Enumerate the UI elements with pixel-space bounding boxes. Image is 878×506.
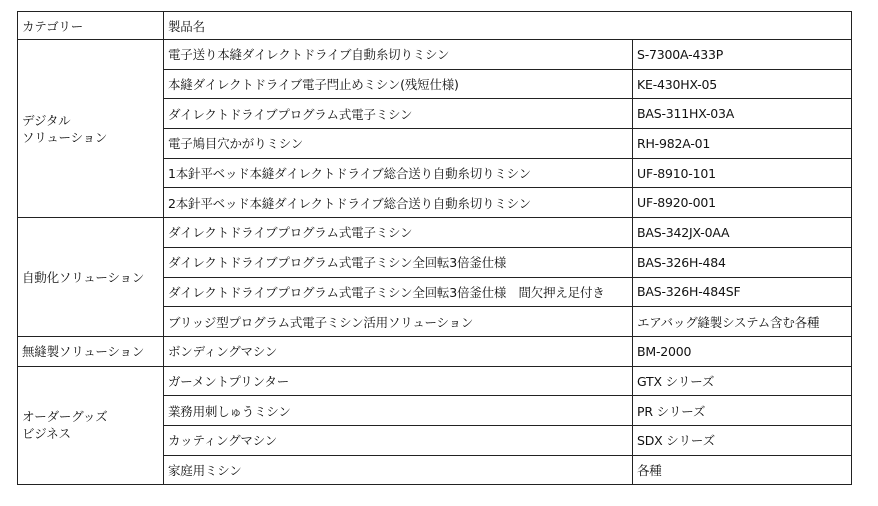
table-row <box>18 40 852 70</box>
table-row <box>18 218 852 248</box>
product-name-cell: ダイレクトドライブプログラム式電子ミシン <box>164 99 633 129</box>
header-category: カテゴリー <box>18 12 164 40</box>
model-cell: S-7300A-433P <box>633 40 852 70</box>
product-table <box>17 11 852 485</box>
category-label-line: 自動化ソリューション <box>22 269 145 285</box>
category-label-line: オーダーグッズ <box>22 409 108 425</box>
product-name-cell: ガーメントプリンター <box>164 366 633 396</box>
category-cell-digital <box>18 40 164 218</box>
category-label-line: 無縫製ソリューション <box>22 343 145 359</box>
model-cell: KE-430HX-05 <box>633 69 852 99</box>
header-product-name: 製品名 <box>164 12 852 40</box>
model-cell: エアバッグ縫製システム含む各種 <box>633 307 852 337</box>
category-label-line: ソリューション <box>22 129 108 145</box>
model-cell: GTX シリーズ <box>633 366 852 396</box>
product-name-cell: ダイレクトドライブプログラム式電子ミシン全回転3倍釜仕様 <box>164 247 633 277</box>
model-cell: RH-982A-01 <box>633 129 852 159</box>
category-label-line: ビジネス <box>22 426 71 442</box>
model-cell: BAS-311HX-03A <box>633 99 852 129</box>
model-cell: BM-2000 <box>633 336 852 366</box>
product-name-cell: カッティングマシン <box>164 425 633 455</box>
product-name-cell: 家庭用ミシン <box>164 455 633 485</box>
product-name-cell: 電子送り本縫ダイレクトドライブ自動糸切りミシン <box>164 40 633 70</box>
table-header-row <box>18 12 852 40</box>
category-label-line: デジタル <box>22 112 71 128</box>
category-cell-seamless <box>18 336 164 366</box>
model-cell: UF-8910-101 <box>633 158 852 188</box>
product-name-cell: ボンディングマシン <box>164 336 633 366</box>
product-name-cell: 2本針平ベッド本縫ダイレクトドライブ総合送り自動糸切りミシン <box>164 188 633 218</box>
product-name-cell: 1本針平ベッド本縫ダイレクトドライブ総合送り自動糸切りミシン <box>164 158 633 188</box>
model-cell: SDX シリーズ <box>633 425 852 455</box>
product-name-cell: ダイレクトドライブプログラム式電子ミシン <box>164 218 633 248</box>
product-name-cell: 業務用刺しゅうミシン <box>164 396 633 426</box>
model-cell: 各種 <box>633 455 852 485</box>
table-row <box>18 336 852 366</box>
product-name-cell: 電子鳩目穴かがりミシン <box>164 129 633 159</box>
model-cell: BAS-342JX-0AA <box>633 218 852 248</box>
product-name-cell: ダイレクトドライブプログラム式電子ミシン全回転3倍釜仕様 間欠押え足付き <box>164 277 633 307</box>
table-row <box>18 366 852 396</box>
model-cell: BAS-326H-484SF <box>633 277 852 307</box>
model-cell: UF-8920-001 <box>633 188 852 218</box>
category-cell-order-goods <box>18 366 164 485</box>
product-name-cell: 本縫ダイレクトドライブ電子閂止めミシン(残短仕様) <box>164 69 633 99</box>
model-cell: PR シリーズ <box>633 396 852 426</box>
model-cell: BAS-326H-484 <box>633 247 852 277</box>
product-name-cell: ブリッジ型プログラム式電子ミシン活用ソリューション <box>164 307 633 337</box>
category-cell-automation <box>18 218 164 337</box>
